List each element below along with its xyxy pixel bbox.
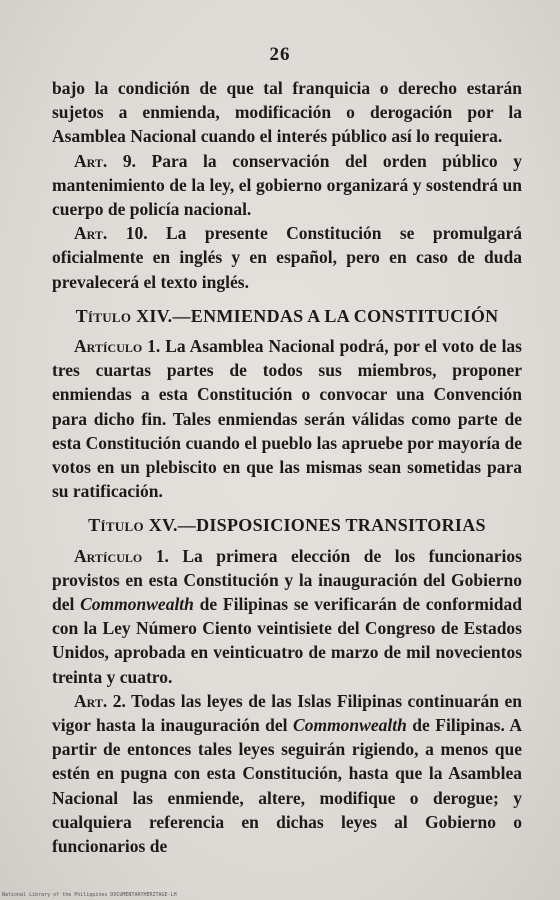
paragraph-continuation xyxy=(52,76,522,149)
article-label: Art. 9. xyxy=(74,150,136,171)
scan-footer: National Library of the Philippines DOCUMENTARYHERITAGE-LH xyxy=(2,892,177,898)
article-text-italic: Commonwealth xyxy=(293,715,407,736)
article-10 xyxy=(52,221,522,294)
article-text: de Filipinas. A partir de entonces tales leyes seguirán rigiendo, a menos que estén en pugna con esta Constitución, hasta que la Asamblea Nacional las enmiende, altere, modifique o derogue; y cualquiera referencia en dichas leyes al Gobierno o funcionarios de xyxy=(52,715,522,857)
article-text: La Asamblea Nacional podrá, por el voto de las tres cuartas partes de todos sus miembros, proponer enmiendas a esta Constitución o convocar una Convención para dicho fin. Tales enmiendas serán válidas como parte de esta Constitución cuando el pueblo las apruebe por mayoría de votos en un plebiscito en que las mismas sean sometidas para su ratificación. xyxy=(52,336,522,502)
title-xv-article-2 xyxy=(52,689,522,858)
article-9 xyxy=(52,149,522,222)
heading-text: XIV.—ENMIENDAS A LA CONSTITUCIÓN xyxy=(131,305,499,326)
article-text: Para la conservación del orden público y mantenimiento de la ley, el gobierno organizará y sostendrá un cuerpo de policía nacional. xyxy=(52,150,522,220)
heading-label: Título xyxy=(88,515,144,536)
article-label: Artículo 1. xyxy=(74,336,161,357)
heading-text: XV.—DISPOSICIONES TRANSITORIAS xyxy=(143,515,486,536)
article-text: de Filipinas se verificarán de conformidad con la Ley Número Ciento veintisiete del Congreso de Estados Unidos, aprobada en veinticuatro de marzo de mil novecientos treinta y cuatro. xyxy=(52,594,522,687)
body-text xyxy=(52,76,522,858)
article-label: Artículo 1. xyxy=(74,545,169,566)
article-text: La presente Constitución se promulgará oficialmente en inglés y en español, pero en caso de duda prevalecerá el texto inglés. xyxy=(52,223,522,292)
article-text: La primera elección de los funcionarios provistos en esta Constitución y la inauguración del Gobierno del xyxy=(52,545,522,615)
heading-label: Título xyxy=(75,305,132,326)
article-text-italic: Commonwealth xyxy=(80,594,194,615)
title-xiv-heading xyxy=(52,304,522,328)
article-text: Todas las leyes de las Islas Filipinas continuarán en vigor hasta la inauguración del xyxy=(52,690,522,736)
title-xv-heading xyxy=(52,513,522,537)
paragraph-text: bajo la condición de que tal franquicia o derecho estarán sujetos a enmienda, modificación o derogación por la Asamblea Nacional cuando el interés público así lo requiera. xyxy=(52,78,522,147)
article-label: Art. 2. xyxy=(74,690,126,711)
article-label: Art. 10. xyxy=(74,223,148,244)
title-xiv-article-1 xyxy=(52,334,522,503)
page-number: 26 xyxy=(269,44,291,65)
title-xv-article-1 xyxy=(52,544,522,689)
